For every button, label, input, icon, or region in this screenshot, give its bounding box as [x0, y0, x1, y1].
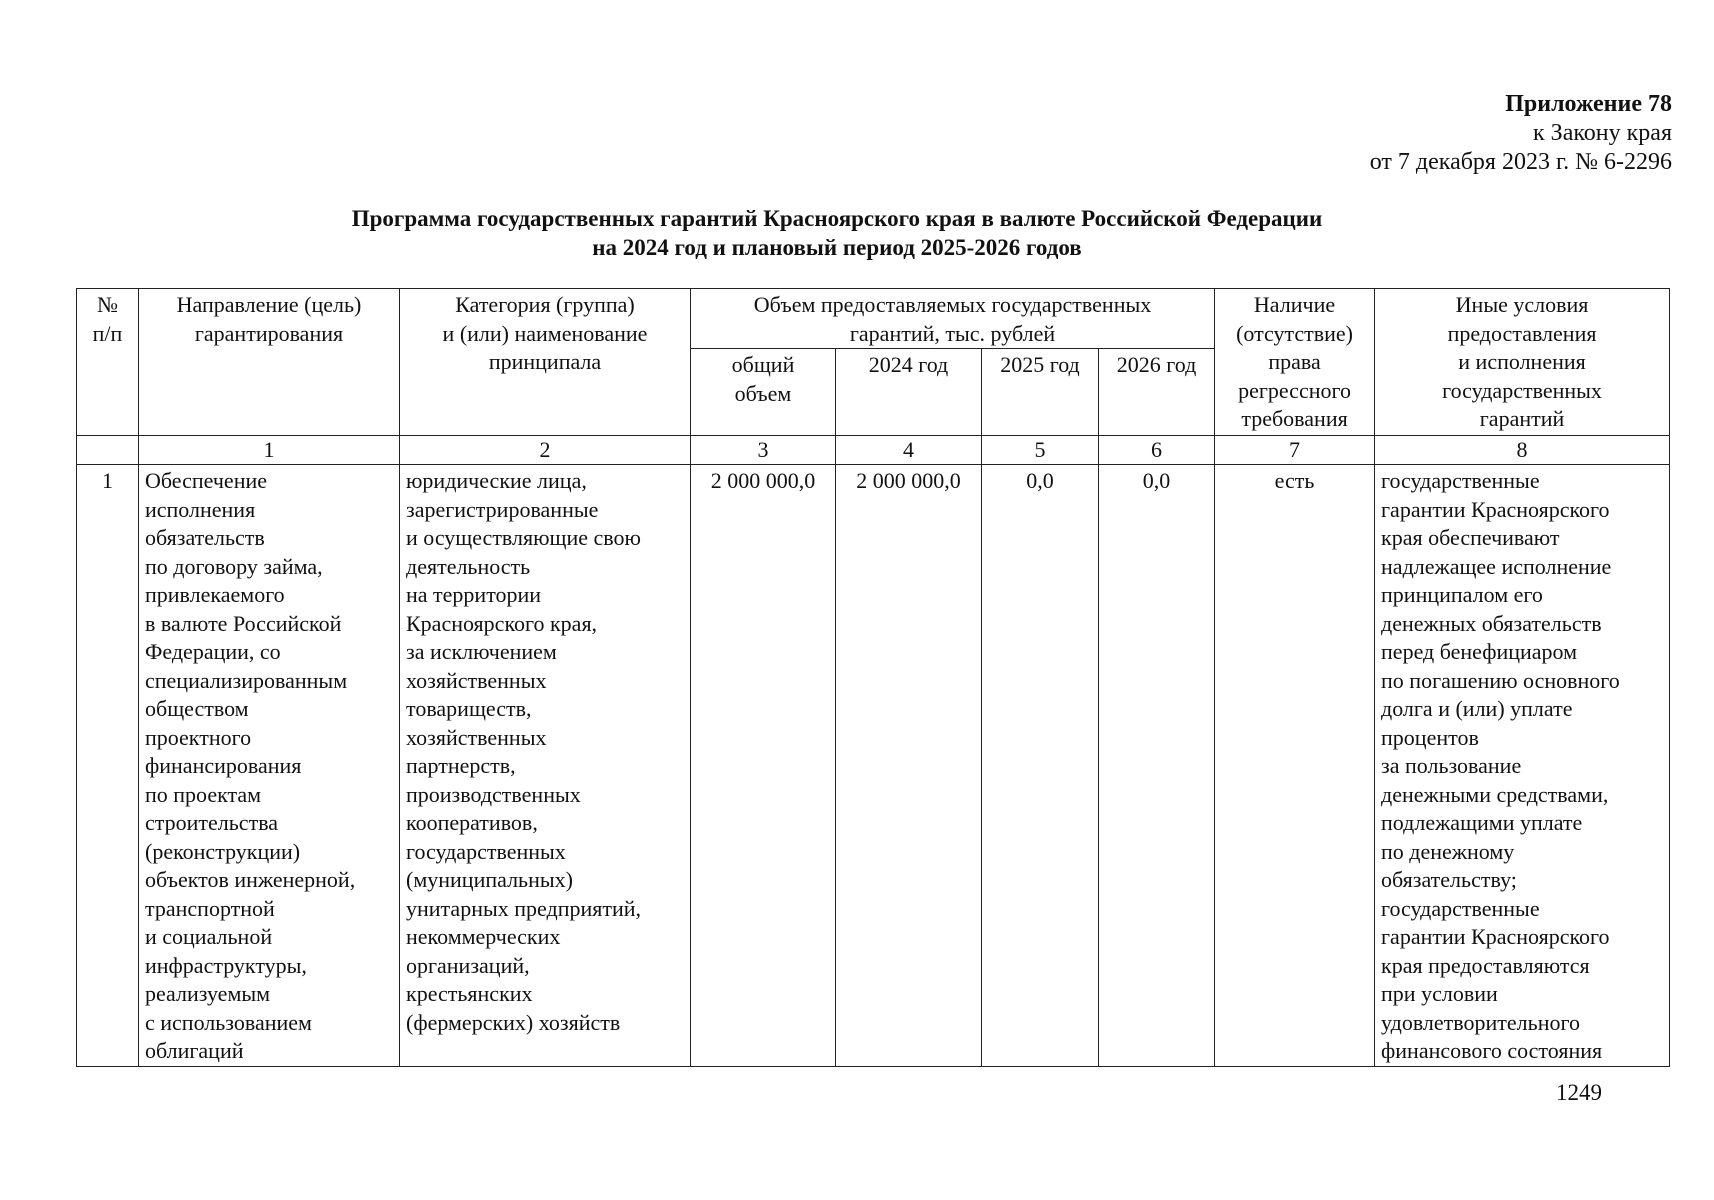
column-number-empty — [77, 436, 139, 465]
row-volume-2025: 0,0 — [982, 465, 1099, 1067]
column-number-row — [77, 436, 1670, 465]
row-number: 1 — [77, 465, 139, 1067]
document-title — [0, 204, 1714, 262]
document-title-line-1: Программа государственных гарантий Красноярского края в валюте Российской Федерации — [351, 206, 1323, 231]
guarantees-table — [76, 288, 1670, 1067]
document-title-line-2: на 2024 год и плановый период 2025-2026 годов — [592, 235, 1082, 260]
header-volume-group: Объем предоставляемых государственных гарантий, тыс. рублей — [691, 289, 1215, 349]
row-recourse: есть — [1215, 465, 1375, 1067]
appendix-title: Приложение 78 — [1505, 91, 1672, 117]
page-number: 1249 — [1556, 1080, 1602, 1105]
appendix-law-reference: к Закону края — [1533, 120, 1672, 146]
appendix-header — [1370, 90, 1672, 177]
header-direction: Направление (цель) гарантирования — [139, 289, 400, 436]
appendix-law-date: от 7 декабря 2023 г. № 6-2296 — [1369, 149, 1672, 175]
header-number: № п/п — [77, 289, 139, 436]
header-year-2026: 2026 год — [1099, 349, 1215, 436]
row-direction: Обеспечение исполнения обязательств по договору займа, привлекаемого в валюте Российской Федерации, со специализированным обществом проектного финансирования по проектам строительства (реконструкции) объектов инженерной, транспортной и социальной инфраструктуры, реализуемым с использованием облигаций — [139, 465, 400, 1067]
header-recourse: Наличие (отсутствие) права регрессного требования — [1215, 289, 1375, 436]
row-category: юридические лица, зарегистрированные и осуществляющие свою деятельность на территории Красноярского края, за исключением хозяйственных товариществ, хозяйственных партнерств, производственных кооперативов, государственных (муниципальных) унитарных предприятий, некоммерческих организаций, крестьянских (фермерских) хозяйств — [400, 465, 691, 1067]
column-number: 3 — [691, 436, 836, 465]
column-number: 8 — [1375, 436, 1670, 465]
header-year-2025: 2025 год — [982, 349, 1099, 436]
header-total-volume: общий объем — [691, 349, 836, 436]
header-other-conditions: Иные условия предоставления и исполнения государственных гарантий — [1375, 289, 1670, 436]
column-number: 6 — [1099, 436, 1215, 465]
header-year-2024: 2024 год — [836, 349, 982, 436]
column-number: 4 — [836, 436, 982, 465]
header-category: Категория (группа) и (или) наименование принципала — [400, 289, 691, 436]
column-number: 1 — [139, 436, 400, 465]
row-volume-2026: 0,0 — [1099, 465, 1215, 1067]
column-number: 5 — [982, 436, 1099, 465]
row-total-volume: 2 000 000,0 — [691, 465, 836, 1067]
column-number: 2 — [400, 436, 691, 465]
row-volume-2024: 2 000 000,0 — [836, 465, 982, 1067]
table-row — [77, 465, 1670, 1067]
row-other-conditions: государственные гарантии Красноярского края обеспечивают надлежащее исполнение принципалом его денежных обязательств перед бенефициаром по погашению основного долга и (или) уплате процентов за пользование денежными средствами, подлежащими уплате по денежному обязательству; государственные гарантии Красноярского края предоставляются при условии удовлетворительного финансового состояния — [1375, 465, 1670, 1067]
column-number: 7 — [1215, 436, 1375, 465]
